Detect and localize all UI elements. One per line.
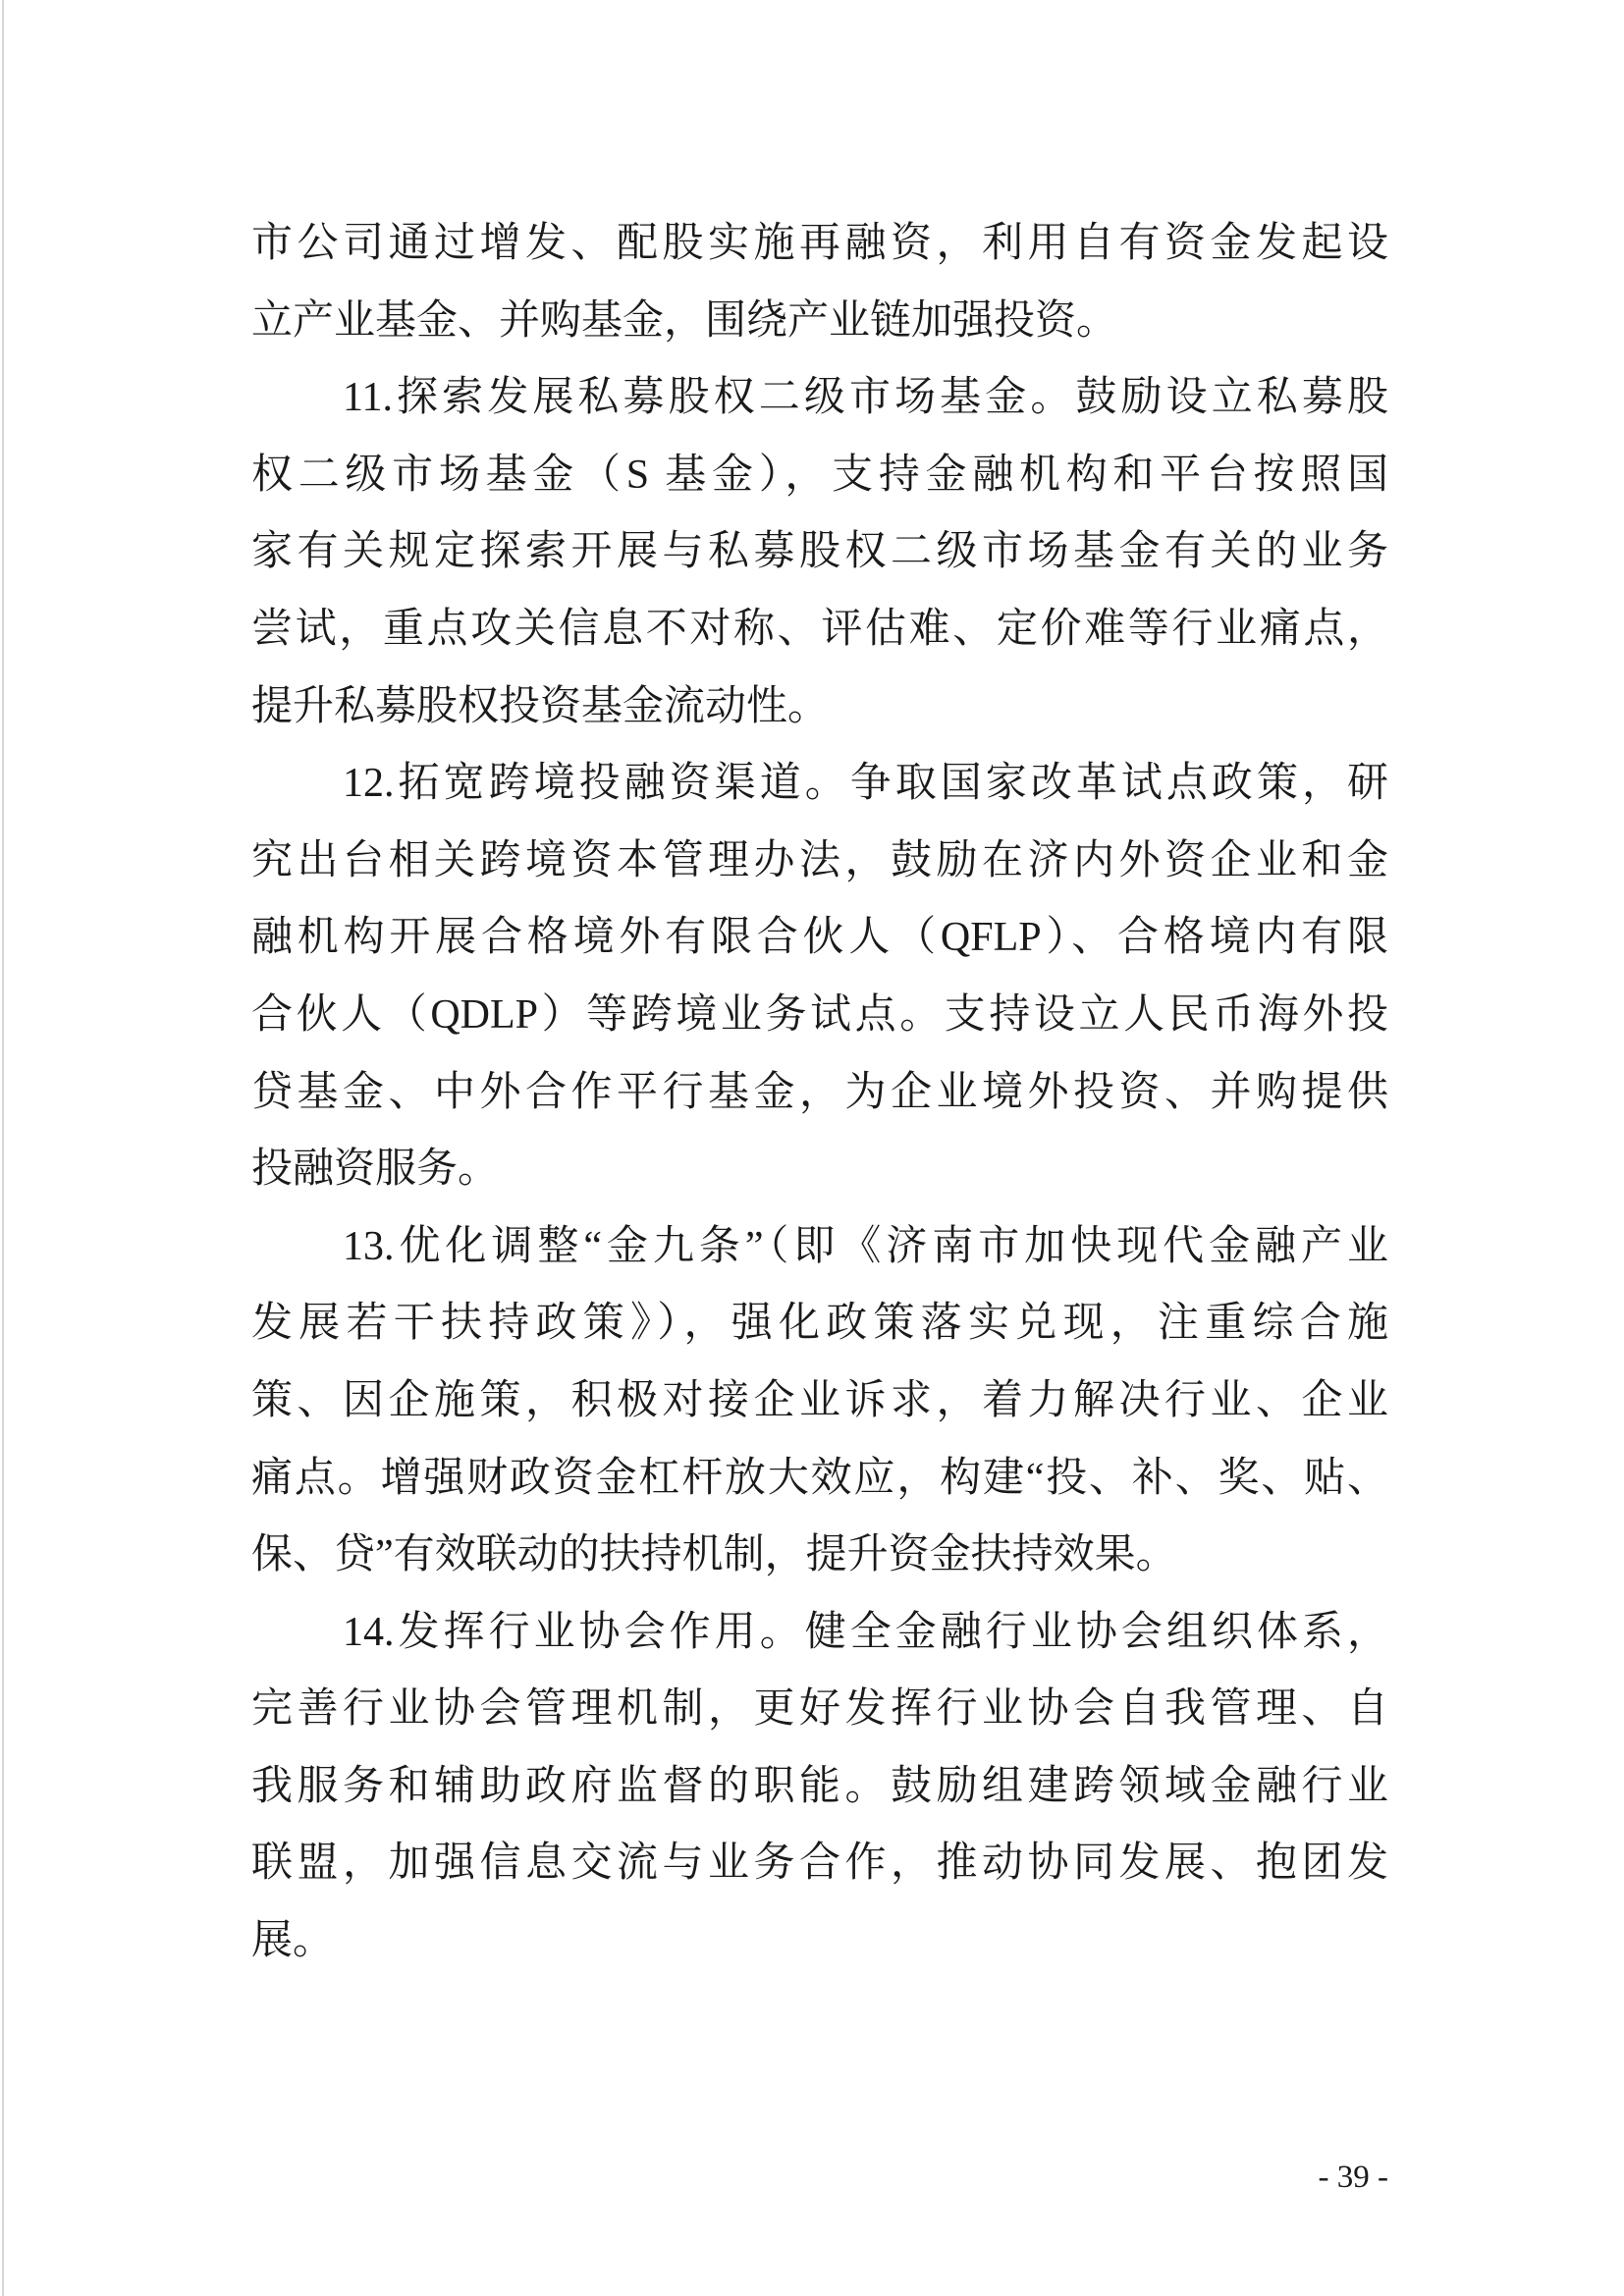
text-line: 联盟，加强信息交流与业务合作，推动协同发展、抱团发 bbox=[251, 1841, 1388, 1887]
text-line: 权二级市场基金（S 基金），支持金融机构和平台按照国 bbox=[251, 452, 1388, 498]
text-line: 14.发挥行业协会作用。健全金融行业协会组织体系， bbox=[343, 1609, 1388, 1655]
text-line: 11.探索发展私募股权二级市场基金。鼓励设立私募股 bbox=[343, 375, 1388, 421]
text-line: 融机构开展合格境外有限合伙人（QFLP）、合格境内有限 bbox=[251, 915, 1388, 961]
paragraph-item-12 bbox=[251, 745, 1388, 1208]
document-body bbox=[251, 205, 1388, 1980]
text-line: 我服务和辅助政府监督的职能。鼓励组建跨领域金融行业 bbox=[251, 1763, 1388, 1809]
paragraph-continuation bbox=[251, 205, 1388, 359]
page-number: - 39 - bbox=[1318, 2160, 1388, 2195]
paragraph-item-11 bbox=[251, 359, 1388, 745]
text-line: 12.拓宽跨境投融资渠道。争取国家改革试点政策，研 bbox=[343, 761, 1388, 807]
text-line: 提升私募股权投资基金流动性。 bbox=[251, 683, 830, 729]
paragraph-item-14 bbox=[251, 1594, 1388, 1980]
text-line: 保、贷”有效联动的扶持机制，提升资金扶持效果。 bbox=[251, 1532, 1177, 1578]
text-line: 贷基金、中外合作平行基金，为企业境外投资、并购提供 bbox=[251, 1069, 1388, 1115]
text-line: 投融资服务。 bbox=[251, 1147, 500, 1193]
text-line: 立产业基金、并购基金，围绕产业链加强投资。 bbox=[251, 297, 1118, 344]
text-line: 究出台相关跨境资本管理办法，鼓励在济内外资企业和金 bbox=[251, 837, 1388, 883]
text-line: 13.优化调整“金九条”（即《济南市加快现代金融产业 bbox=[343, 1223, 1388, 1269]
paragraph-item-13 bbox=[251, 1208, 1388, 1594]
page-edge bbox=[2, 0, 4, 2296]
text-line: 痛点。增强财政资金杠杆放大效应，构建“投、补、奖、贴、 bbox=[251, 1455, 1388, 1501]
text-line: 完善行业协会管理机制，更好发挥行业协会自我管理、自 bbox=[251, 1686, 1388, 1733]
text-line: 市公司通过增发、配股实施再融资，利用自有资金发起设 bbox=[251, 221, 1388, 266]
text-line: 发展若干扶持政策》），强化政策落实兑现，注重综合施 bbox=[251, 1301, 1388, 1347]
text-line: 策、因企施策，积极对接企业诉求，着力解决行业、企业 bbox=[251, 1377, 1388, 1423]
text-line: 展。 bbox=[251, 1918, 335, 1964]
text-line: 家有关规定探索开展与私募股权二级市场基金有关的业务 bbox=[251, 529, 1388, 575]
text-line: 尝试，重点攻关信息不对称、评估难、定价难等行业痛点， bbox=[251, 606, 1388, 652]
text-line: 合伙人（QDLP）等跨境业务试点。支持设立人民币海外投 bbox=[251, 991, 1388, 1038]
